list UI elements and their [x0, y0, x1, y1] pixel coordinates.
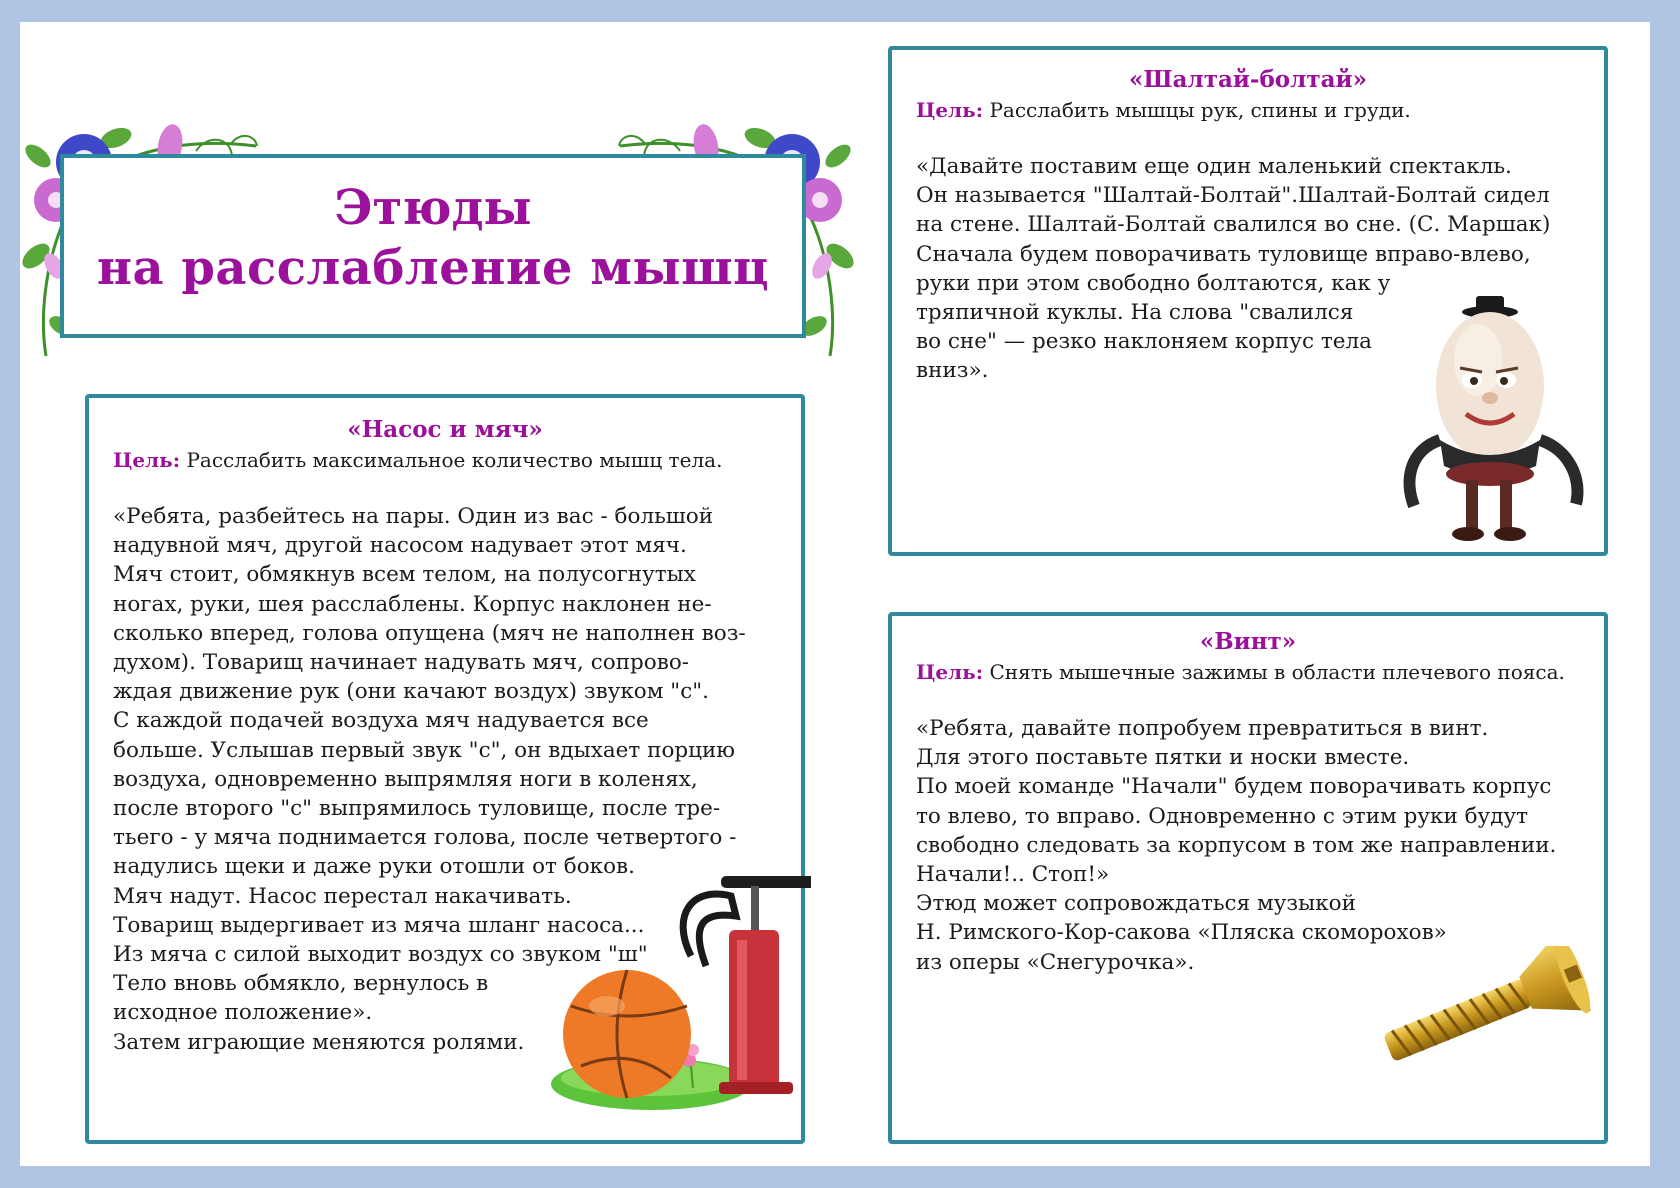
text-line: Для этого поставьте пятки и носки вместе.	[916, 745, 1410, 771]
card-shaltay-boltay	[888, 46, 1608, 556]
card-title: «Винт»	[1199, 628, 1297, 655]
title-plaque	[60, 154, 806, 338]
text-line: Тело вновь обмякло, вернулось в	[113, 971, 489, 997]
text-line: «Ребята, давайте попробуем превратиться в винт.	[916, 716, 1489, 741]
text-line: Он называется "Шалтай-Болтай".Шалтай-Болтай сидел	[916, 183, 1550, 209]
card-goal	[113, 448, 791, 472]
text-line: Из мяча с силой выходит воздух со звуком "ш"	[113, 942, 648, 968]
text-line: надулись щеки и даже руки отошли от боков.	[113, 854, 635, 880]
text-line: Н. Римского-Кор-сакова «Пляска скоморохов»	[916, 920, 1447, 946]
text-line: вниз».	[916, 358, 989, 384]
text-line: на стене. Шалтай-Болтай свалился во сне. (С. Маршак)	[916, 212, 1551, 238]
text-line: ждая движение рук (они качают воздух) звуком "с".	[113, 679, 709, 705]
card-vint	[888, 612, 1608, 1144]
text-line: тряпичной куклы. На слова "свалился	[916, 300, 1354, 326]
text-line: Начали!.. Стоп!»	[916, 862, 1110, 888]
goal-text: Расслабить максимальное количество мышц тела.	[180, 448, 723, 472]
text-line: сколько вперед, голова опущена (мяч не наполнен воз-	[113, 620, 746, 646]
goal-text: Снять мышечные зажимы в области плечевого пояса.	[983, 660, 1565, 684]
text-line: после второго "с" выпрямилось туловище, после тре-	[113, 796, 721, 822]
text-line: Затем играющие меняются ролями.	[113, 1029, 525, 1055]
humpty-dumpty-icon	[1400, 290, 1600, 552]
text-line: Мяч надут. Насос перестал накачивать.	[113, 883, 572, 909]
goal-text: Расслабить мышцы рук, спины и груди.	[983, 98, 1411, 122]
card-title: «Шалтай-болтай»	[1129, 66, 1367, 93]
text-line: свободно следовать за корпусом в том же направлении.	[916, 832, 1557, 858]
text-line: исходное положение».	[113, 1000, 373, 1026]
text-line: надувной мяч, другой насосом надувает этот мяч.	[113, 533, 687, 559]
text-line: то влево, то вправо. Одновременно с этим руки будут	[916, 803, 1528, 829]
goal-label: Цель:	[113, 448, 181, 472]
card-goal	[916, 98, 1594, 122]
text-line: Сначала будем поворачивать туловище вправо-влево,	[916, 241, 1531, 267]
card-goal	[916, 660, 1594, 684]
text-line: во сне" — резко наклоняем корпус тела	[916, 329, 1372, 355]
page-title-line2: на расслабление мышц	[96, 240, 770, 296]
text-line: руки при этом свободно болтаются, как у	[916, 270, 1391, 296]
text-line: больше. Услышав первый звук "с", он вдыхает порцию	[113, 737, 736, 763]
page-title-line1: Этюды	[334, 180, 532, 236]
text-line: Этюд может сопровождаться музыкой	[916, 891, 1356, 917]
brass-screw-icon	[1370, 946, 1592, 1070]
text-line: С каждой подачей воздуха мяч надувается все	[113, 708, 649, 734]
text-line: «Давайте поставим еще один маленький спектакль.	[916, 154, 1512, 179]
text-line: из оперы «Снегурочка».	[916, 949, 1195, 975]
text-line: По моей команде "Начали" будем поворачивать корпус	[916, 774, 1552, 800]
goal-label: Цель:	[916, 660, 984, 684]
text-line: ногах, руки, шея расслаблены. Корпус наклонен не-	[113, 591, 712, 617]
card-title: «Насос и мяч»	[347, 416, 543, 443]
text-line: Мяч стоит, обмякнув всем телом, на полусогнутых	[113, 562, 696, 588]
text-line: воздуха, одновременно выпрямляя ноги в коленях,	[113, 766, 698, 792]
text-line: тьего - у мяча поднимается голова, после четвертого -	[113, 825, 737, 851]
text-line: духом). Товарищ начинает надувать мяч, сопрово-	[113, 650, 690, 676]
card-nasos-i-myach	[85, 394, 805, 1144]
page	[20, 22, 1650, 1166]
goal-label: Цель:	[916, 98, 984, 122]
card-body-text	[916, 714, 1556, 977]
text-line: Товарищ выдергивает из мяча шланг насоса...	[113, 912, 645, 938]
text-line: «Ребята, разбейтесь на пары. Один из вас - большой	[113, 504, 714, 529]
basketball-pump-icon	[541, 856, 811, 1116]
